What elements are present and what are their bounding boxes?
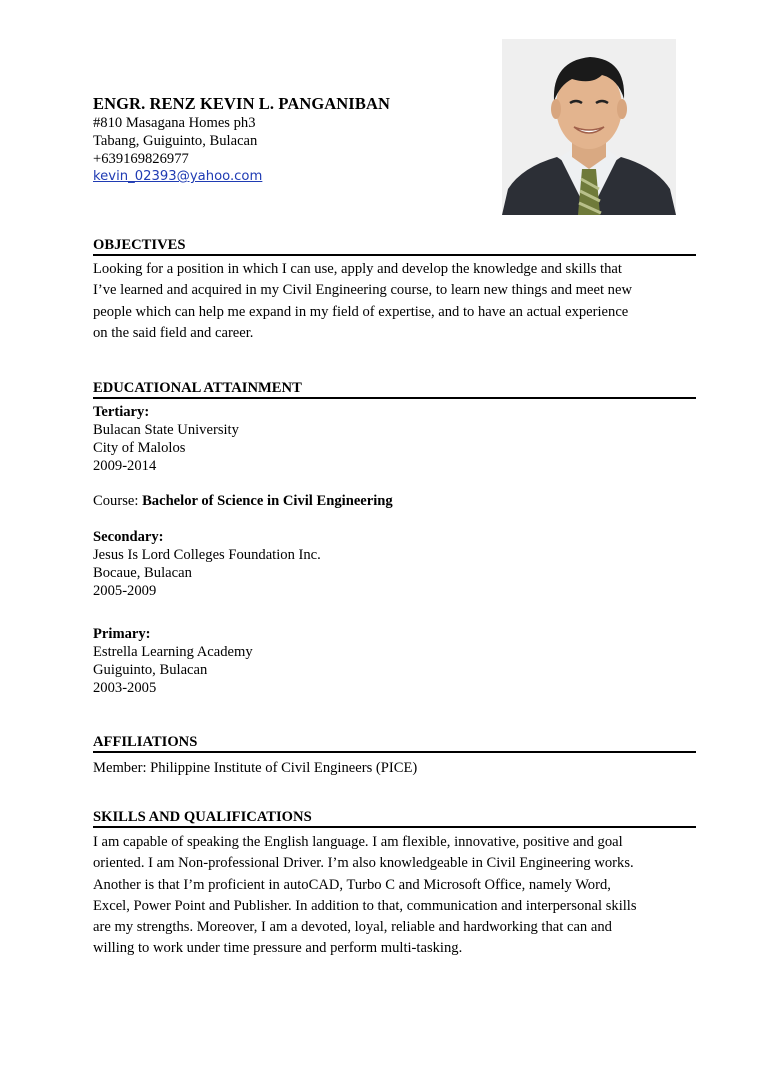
education-heading: EDUCATIONAL ATTAINMENT xyxy=(93,379,696,399)
affiliations-text: Member: Philippine Institute of Civil Engineers (PICE) xyxy=(93,760,418,776)
phone-number: +639169826977 xyxy=(93,151,189,167)
secondary-location: Bocaue, Bulacan xyxy=(93,564,192,581)
skills-line: I am capable of speaking the English language. I am flexible, innovative, positive and goal xyxy=(93,834,623,850)
affiliations-heading: AFFILIATIONS xyxy=(93,733,696,753)
tertiary-label: Tertiary: xyxy=(93,404,150,420)
contact-header xyxy=(93,94,390,186)
course-line xyxy=(93,493,703,511)
email-link[interactable]: kevin_02393@yahoo.com xyxy=(93,169,263,184)
objectives-line: Looking for a position in which I can use, apply and develop the knowledge and skills that xyxy=(93,261,622,277)
address-line-1: #810 Masagana Homes ph3 xyxy=(93,115,256,131)
tertiary-location: City of Malolos xyxy=(93,439,186,456)
primary-school: Estrella Learning Academy xyxy=(93,643,253,660)
primary-label: Primary: xyxy=(93,626,151,642)
applicant-name: ENGR. RENZ KEVIN L. PANGANIBAN xyxy=(93,94,390,113)
skills-heading: SKILLS AND QUALIFICATIONS xyxy=(93,808,696,828)
objectives-line: I’ve learned and acquired in my Civil Engineering course, to learn new things and meet new xyxy=(93,282,632,299)
skills-line: are my strengths. Moreover, I am a devoted, loyal, reliable and hardworking that can and xyxy=(93,919,612,936)
objectives-heading: OBJECTIVES xyxy=(93,236,696,256)
skills-line: willing to work under time pressure and perform multi-tasking. xyxy=(93,940,463,957)
skills-line: oriented. I am Non-professional Driver. I’m also knowledgeable in Civil Engineering works. xyxy=(93,855,634,872)
profile-photo xyxy=(502,39,676,215)
address-line-2: Tabang, Guiguinto, Bulacan xyxy=(93,133,258,149)
skills-line: Excel, Power Point and Publisher. In addition to that, communication and interpersonal skills xyxy=(93,897,637,914)
course-value: Bachelor of Science in Civil Engineering xyxy=(142,493,393,509)
objectives-line: people which can help me expand in my field of expertise, and to have an actual experience xyxy=(93,303,629,320)
tertiary-years: 2009-2014 xyxy=(93,457,157,474)
tertiary-education xyxy=(93,404,703,476)
tertiary-school: Bulacan State University xyxy=(93,421,239,438)
primary-location: Guiguinto, Bulacan xyxy=(93,661,208,678)
course-label: Course: xyxy=(93,493,143,509)
secondary-school: Jesus Is Lord Colleges Foundation Inc. xyxy=(93,546,321,563)
secondary-years: 2005-2009 xyxy=(93,582,157,599)
skills-line: Another is that I’m proficient in autoCAD, Turbo C and Microsoft Office, namely Word, xyxy=(93,876,611,893)
objectives-text xyxy=(93,259,703,344)
secondary-education xyxy=(93,529,703,601)
primary-years: 2003-2005 xyxy=(93,679,157,696)
skills-text xyxy=(93,832,703,960)
objectives-line: on the said field and career. xyxy=(93,324,254,341)
primary-education xyxy=(93,626,703,698)
secondary-label: Secondary: xyxy=(93,529,164,545)
